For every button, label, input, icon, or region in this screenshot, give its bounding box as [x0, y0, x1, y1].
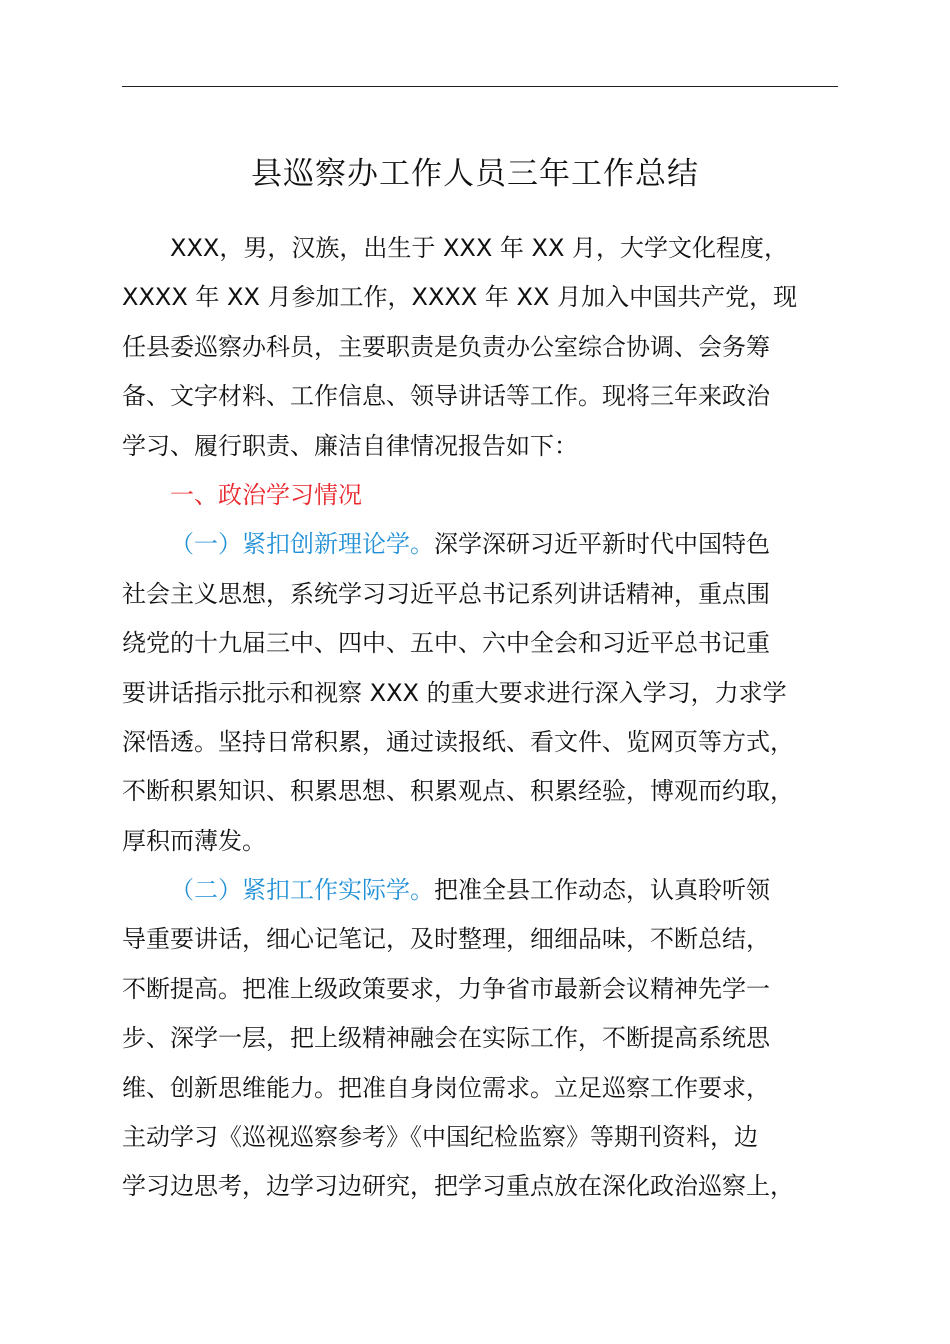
subsection-2-line: 步、深学一层，把上级精神融会在实际工作，不断提高系统思	[122, 1024, 770, 1053]
subsection-1-line: 绕党的十九届三中、四中、五中、六中全会和习近平总书记重	[122, 629, 770, 658]
subsection-2-heading: （二）紧扣工作实际学。	[170, 876, 434, 905]
document-title: 县巡察办工作人员三年工作总结	[251, 156, 699, 192]
subsection-2-line: 维、创新思维能力。把准自身岗位需求。立足巡察工作要求，	[122, 1073, 770, 1102]
subsection-2-line: 不断提高。把准上级政策要求，力争省市最新会议精神先学一	[122, 974, 770, 1003]
subsection-2-line: 主动学习《巡视巡察参考》《中国纪检监察》等期刊资料，边	[122, 1123, 758, 1152]
intro-line: 学习、履行职责、廉洁自律情况报告如下：	[122, 431, 578, 460]
subsection-1-line: 不断积累知识、积累思想、积累观点、积累经验，博观而约取，	[122, 777, 794, 806]
section-heading: 一、政治学习情况	[170, 480, 362, 509]
subsection-2-first-line	[122, 866, 862, 915]
intro-line: XXXX 年 XX 月参加工作，XXXX 年 XX 月加入中国共产党，现	[122, 283, 798, 312]
header-rule	[122, 86, 838, 87]
subsection-2-text: 把准全县工作动态，认真聆听领	[434, 876, 770, 905]
intro-line: 备、文字材料、工作信息、领导讲话等工作。现将三年来政治	[122, 382, 770, 411]
intro-line: 任县委巡察办科员，主要职责是负责办公室综合协调、会务筹	[122, 332, 770, 361]
subsection-1-line: 要讲话指示批示和视察 XXX 的重大要求进行深入学习，力求学	[122, 678, 787, 707]
subsection-1-line: 社会主义思想，系统学习习近平总书记系列讲话精神，重点围	[122, 579, 770, 608]
subsection-1-line: 厚积而薄发。	[122, 826, 266, 855]
intro-line: XXX，男，汉族，出生于 XXX 年 XX 月，大学文化程度，	[170, 234, 789, 262]
subsection-1-line: 深悟透。坚持日常积累，通过读报纸、看文件、览网页等方式，	[122, 727, 794, 756]
subsection-2-line: 导重要讲话，细心记笔记，及时整理，细细品味，不断总结，	[122, 925, 770, 954]
subsection-1-text: 深学深研习近平新时代中国特色	[434, 530, 770, 559]
subsection-2-line: 学习边思考，边学习边研究，把学习重点放在深化政治巡察上，	[122, 1172, 794, 1201]
subsection-1-first-line	[122, 520, 862, 569]
document-body	[122, 224, 862, 1212]
subsection-1-heading: （一）紧扣创新理论学。	[170, 530, 434, 559]
